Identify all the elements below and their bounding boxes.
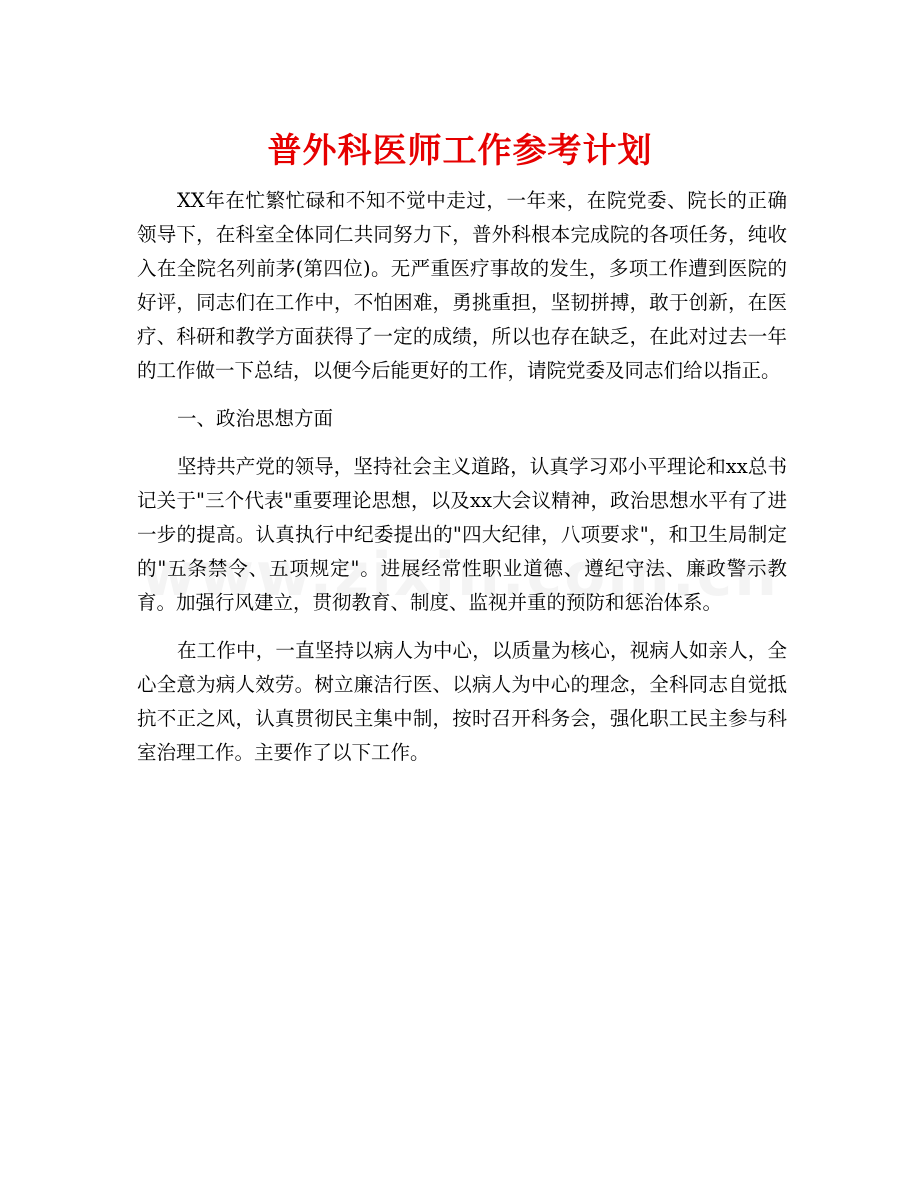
section-heading-politics: 一、政治思想方面 [177,407,334,430]
document-title: 普外科医师工作参考计划 [267,131,653,171]
document-body [137,184,787,784]
paragraph-work: 在工作中，一直坚持以病人为中心，以质量为核心，视病人如亲人，全心全意为病人效劳。树立廉洁行医、以病人为中心的理念，全科同志自觉抵抗不正之风，认真贯彻民主集中制，按时召开科务会，强化职工民主参与科室治理工作。主要作了以下工作。 [137,639,787,764]
paragraph-politics: 坚持共产党的领导，坚持社会主义道路，认真学习邓小平理论和xx总书记关于"三个代表"重要理论思想，以及xx大会议精神，政治思想水平有了进一步的提高。认真执行中纪委提出的"四大纪律，八项要求"，和卫生局制定的"五条禁令、五项规定"。进展经常性职业道德、遵纪守法、廉政警示教育。加强行风建立，贯彻教育、制度、监视并重的预防和惩治体系。 [137,455,787,614]
paragraph-intro: XX年在忙繁忙碌和不知不觉中走过，一年来，在院党委、院长的正确领导下，在科室全体同仁共同努力下，普外科根本完成院的各项任务，纯收入在全院名列前茅(第四位)。无严重医疗事故的发生，多项工作遭到医院的好评，同志们在工作中，不怕困难，勇挑重担，坚韧拼搏，敢于创新，在医疗、科研和教学方面获得了一定的成绩，所以也存在缺乏，在此对过去一年的工作做一下总结，以便今后能更好的工作，请院党委及同志们给以指正。 [137,189,787,382]
